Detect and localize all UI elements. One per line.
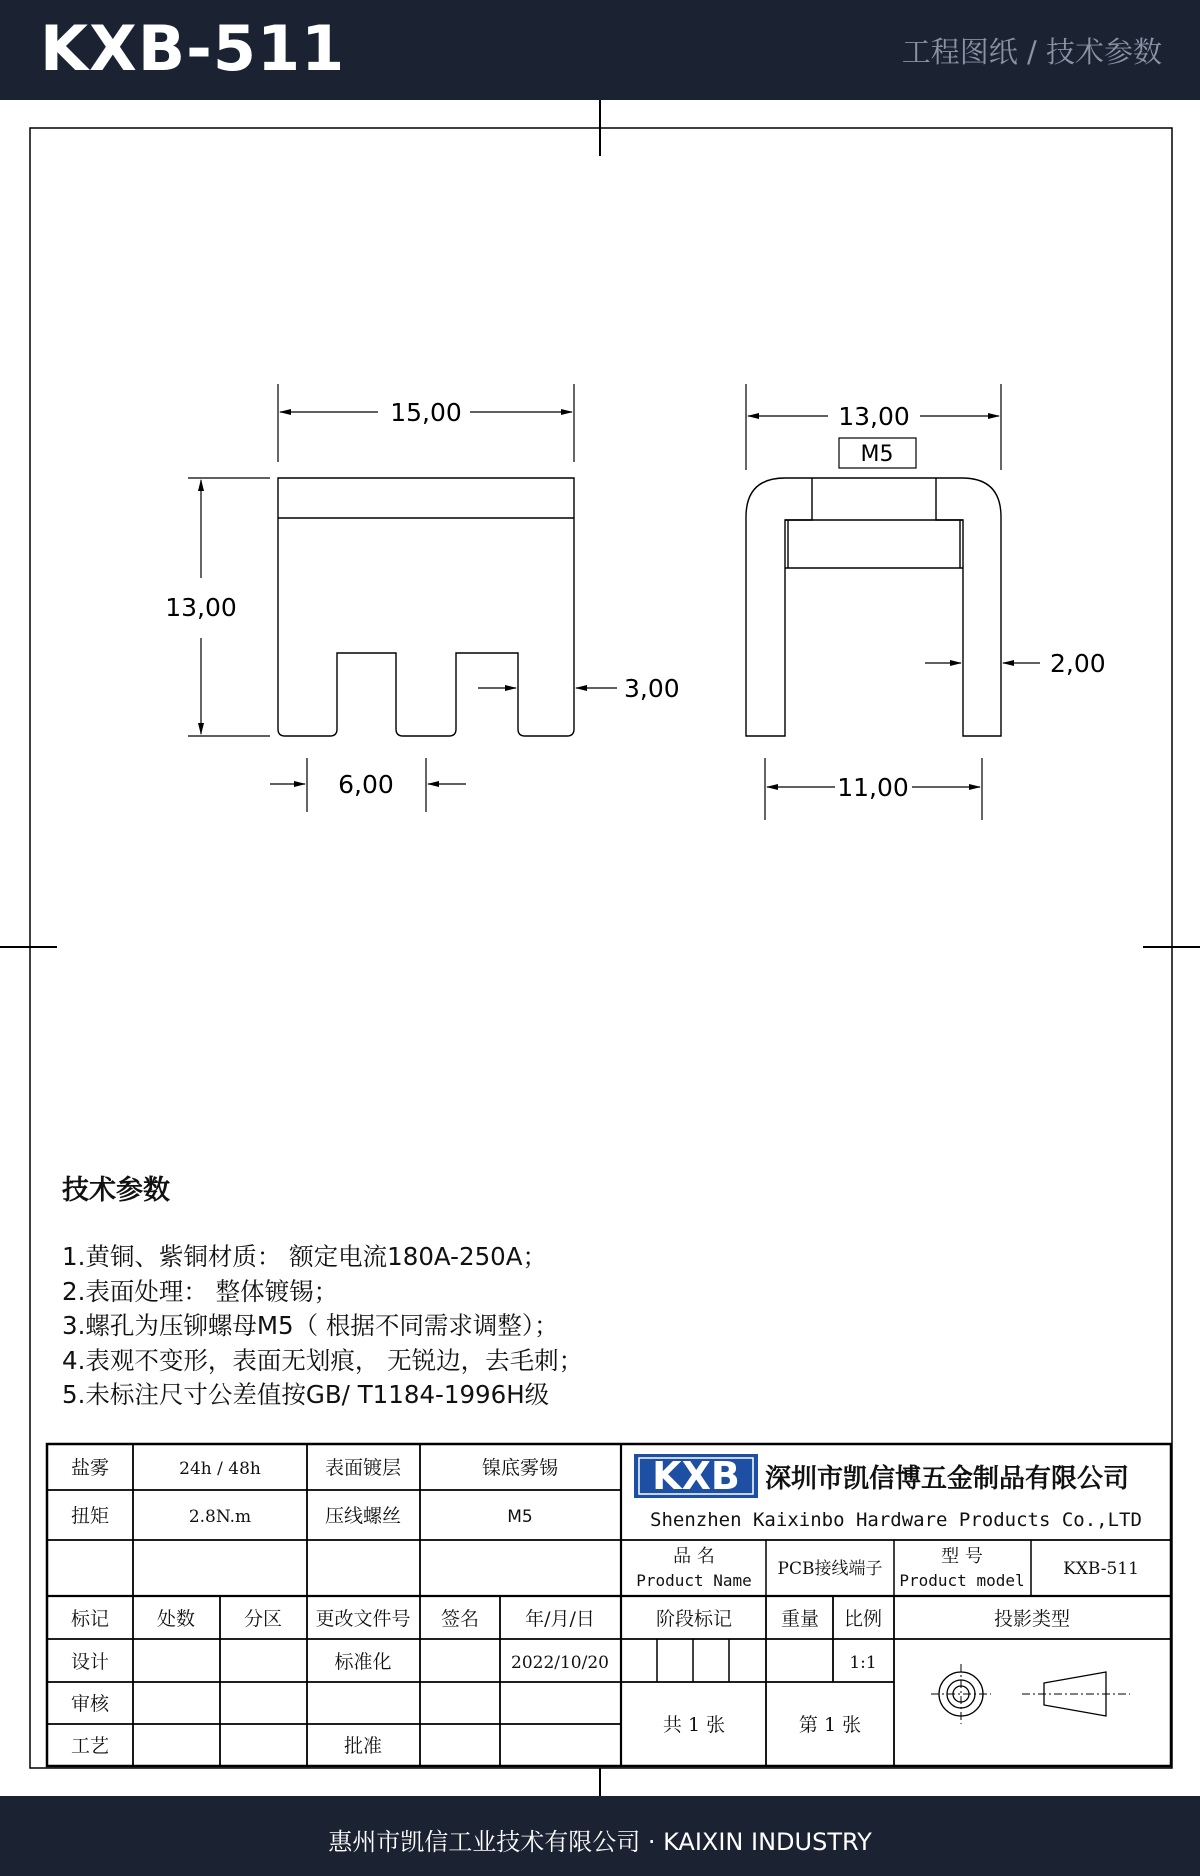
side-inner-dim: 11,00 [837,773,909,802]
header-weight: 重量 [780,1608,820,1630]
header-scale: 比例 [843,1608,883,1630]
company-name-cn: 深圳市凯信博五金制品有限公司 [765,1464,1130,1494]
side-view [746,438,1001,736]
review-label: 审核 [70,1693,110,1715]
note-item: 4.表观不变形，表面无划痕， 无锐边，去毛刺； [62,1345,584,1375]
side-view-nut-right [936,478,963,520]
sheet-number: 第 1 张 [798,1714,862,1736]
standardize-label: 标准化 [334,1651,392,1673]
side-view-nut-left [785,478,812,520]
model-title: KXB-511 [40,12,346,85]
plating-label: 表面镀层 [324,1457,402,1479]
front-slot-depth-dim: 3,00 [624,674,680,703]
note-item: 3.螺孔为压铆螺母M5（ 根据不同需求调整）； [62,1311,559,1340]
side-wall-dim: 2,00 [1050,649,1106,678]
salt-spray-label: 盐雾 [70,1457,110,1479]
header-change-doc: 更改文件号 [315,1608,411,1630]
product-model-label-en: Product model [899,1571,1025,1590]
screw-spec-value: M5 [507,1507,533,1527]
screw-label: M5 [860,442,894,467]
footer-text: 惠州市凯信工业技术有限公司 · KAIXIN INDUSTRY [328,1828,872,1856]
product-name-label-en: Product Name [636,1571,752,1590]
header-signature: 签名 [440,1608,480,1630]
design-date: 2022/10/20 [511,1653,609,1673]
salt-spray-value: 24h / 48h [179,1459,261,1479]
scale-value: 1:1 [849,1653,877,1673]
company-name-en: Shenzhen Kaixinbo Hardware Products Co.,LTD [650,1509,1142,1531]
side-view-outline [746,478,1001,736]
notes-list [62,1240,583,1413]
header-count: 处数 [156,1608,196,1630]
approve-label: 批准 [343,1735,383,1757]
side-width-dim: 13,00 [838,402,910,431]
header-stage: 阶段标记 [655,1608,733,1630]
header-zone: 分区 [243,1608,283,1630]
header-date: 年/月/日 [525,1608,595,1630]
design-label: 设计 [70,1651,110,1673]
front-view-outline [278,478,574,736]
notes-heading: 技术参数 [62,1175,170,1206]
product-name-label-cn: 品 名 [673,1546,715,1567]
note-item: 5.未标注尺寸公差值按GB/ T1184-1996H级 [62,1380,550,1409]
company-logo [634,1454,758,1498]
screw-spec-label: 压线螺丝 [324,1505,402,1527]
sheets-total: 共 1 张 [662,1714,726,1736]
header-mark: 标记 [70,1608,110,1630]
header-subtitle: 工程图纸 / 技术参数 [901,35,1162,69]
torque-value: 2.8N.m [188,1507,252,1527]
logo-text: KXB [652,1454,740,1498]
note-item: 2.表面处理： 整体镀锡； [62,1276,339,1306]
product-model-label-cn: 型 号 [941,1546,983,1567]
product-model-value: KXB-511 [1063,1559,1139,1579]
product-name-value: PCB接线端子 [777,1559,883,1579]
plating-value: 镍底雾锡 [481,1457,559,1479]
front-width-dim: 15,00 [390,398,462,427]
front-dimensions [188,384,617,812]
front-height-dim: 13,00 [165,593,237,622]
torque-label: 扭矩 [70,1505,110,1527]
process-label: 工艺 [70,1735,110,1757]
front-slot-width-dim: 6,00 [338,770,394,799]
front-view [278,478,574,736]
note-item: 1.黄铜、紫铜材质： 额定电流180A-250A； [62,1242,548,1271]
header-projection: 投影类型 [993,1608,1071,1630]
